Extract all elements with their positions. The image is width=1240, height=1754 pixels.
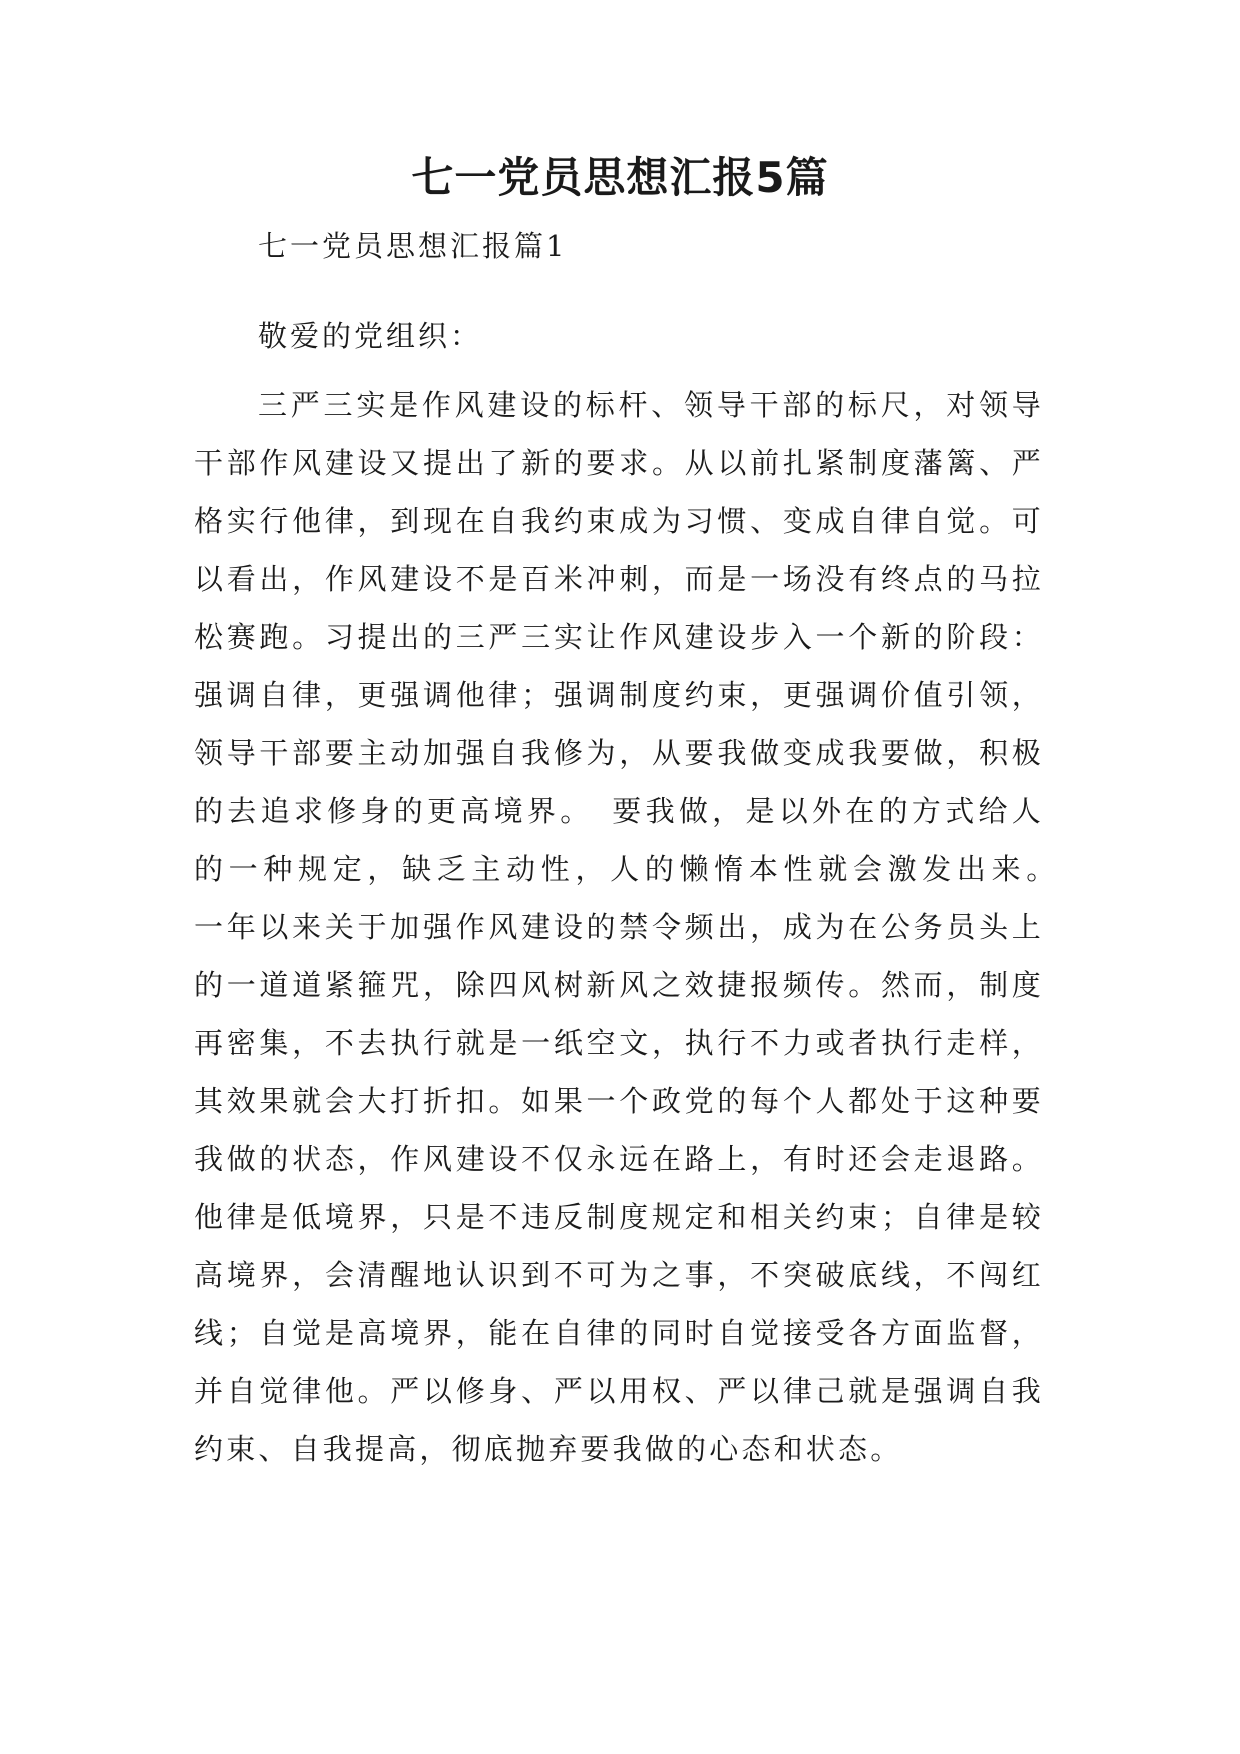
salutation: 敬爱的党组织： <box>258 319 483 353</box>
document-title: 七一党员思想汇报5篇 <box>411 153 829 202</box>
body-paragraph: 三严三实是作风建设的标杆、领导干部的标尺，对领导干部作风建设又提出了新的要求。从以前扎紧制度藩篱、严格实行他律，到现在自我约束成为习惯、变成自律自觉。可以看出，作风建设不是百米冲刺，而是一场没有终点的马拉松赛跑。习提出的三严三实让作风建设步入一个新的阶段：强调自律，更强调他律；强调制度约束，更强调价值引领，领导干部要主动加强自我修为，从要我做变成我要做，积极的去追求修身的更高境界。 要我做，是以外在的方式给人的一种规定，缺乏主动性，人的懒惰本性就会激发出来。 一年以来关于加强作风建设的禁令频出，成为在公务员头上的一道道紧箍咒，除四风树新风之效捷报频传。然而，制度再密集，不去执行就是一纸空文，执行不力或者执行走样，其效果就会大打折扣。如果一个政党的每个人都处于这种要我做的状态，作风建设不仅永远在路上，有时还会走退路。他律是低境界，只是不违反制度规定和相关约束；自律是较高境界，会清醒地认识到不可为之事，不突破底线，不闯红线；自觉是高境界，能在自律的同时自觉接受各方面监督，并自觉律他。严以修身、严以用权、严以律己就是强调自我约束、自我提高，彻底抛弃要我做的心态和状态。 <box>194 388 1077 1466</box>
section-heading: 七一党员思想汇报篇1 <box>258 229 568 263</box>
